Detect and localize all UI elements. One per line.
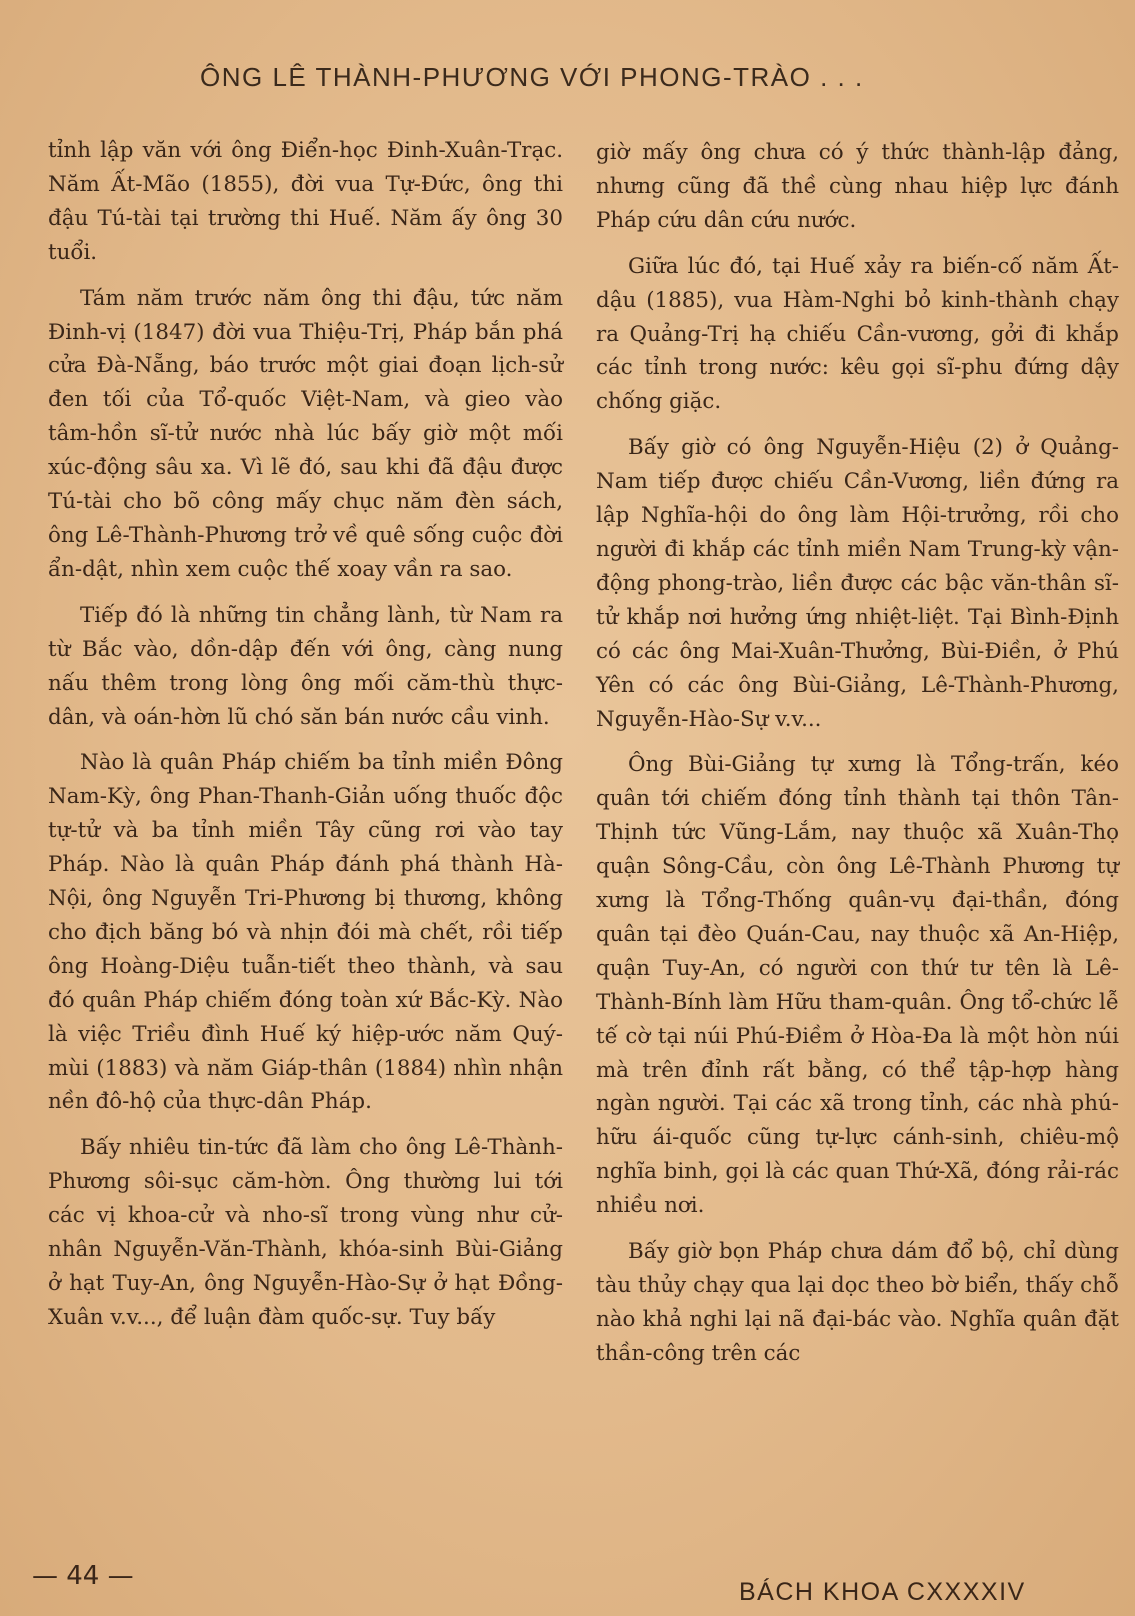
right-column [596, 136, 1119, 1383]
left-column [48, 134, 563, 1347]
paragraph: Ông Bùi-Giảng tự xưng là Tổng-trấn, kéo quân tới chiếm đóng tỉnh thành tại thôn Tân-Thịnh tức Vũng-Lắm, nay thuộc xã Xuân-Thọ quận Sông-Cầu, còn ông Lê-Thành Phương tự xưng là Tổng-Thống quân-vụ đại-thần, đóng quân tại đèo Quán-Cau, nay thuộc xã An-Hiệp, quận Tuy-An, có người con thứ tư tên là Lê-Thành-Bính làm Hữu tham-quân. Ông tổ-chức lễ tế cờ tại núi Phú-Điềm ở Hòa-Đa là một hòn núi mà trên đỉnh rất bằng, có thể tập-hợp hàng ngàn người. Tại các xã trong tỉnh, các nhà phú-hữu ái-quốc cũng tự-lực cánh-sinh, chiêu-mộ nghĩa binh, gọi là các quan Thứ-Xã, đóng rải-rác nhiều nơi. [596, 752, 1119, 1219]
paragraph: giờ mấy ông chưa có ý thức thành-lập đảng, nhưng cũng đã thề cùng nhau hiệp lực đánh Pháp cứu dân cứu nước. [596, 140, 1119, 233]
paragraph: tỉnh lập văn với ông Điển-học Đinh-Xuân-Trạc. Năm Ất-Mão (1855), đời vua Tự-Đức, ông thi đậu Tú-tài tại trường thi Huế. Năm ấy ông 30 tuổi. [48, 138, 563, 265]
paragraph: Giữa lúc đó, tại Huế xảy ra biến-cố năm Ất-dậu (1885), vua Hàm-Nghi bỏ kinh-thành chạy ra Quảng-Trị hạ chiếu Cần-vương, gởi đi khắp các tỉnh trong nước: kêu gọi sĩ-phu đứng dậy chống giặc. [596, 253, 1119, 415]
paragraph: Bấy giờ có ông Nguyễn-Hiệu (2) ở Quảng-Nam tiếp được chiếu Cần-Vương, liền đứng ra lập Nghĩa-hội do ông làm Hội-trưởng, rồi cho người đi khắp các tỉnh miền Nam Trung-kỳ vận-động phong-trào, liền được các bậc văn-thân sĩ-tử khắp nơi hưởng ứng nhiệt-liệt. Tại Bình-Định có các ông Mai-Xuân-Thưởng, Bùi-Điền, ở Phú Yên có các ông Bùi-Giảng, Lê-Thành-Phương, Nguyễn-Hào-Sự v.v... [596, 435, 1119, 732]
paragraph: Bấy nhiêu tin-tức đã làm cho ông Lê-Thành-Phương sôi-sục căm-hờn. Ông thường lui tới các vị khoa-cử và nho-sĩ trong vùng như cử-nhân Nguyễn-Văn-Thành, khóa-sinh Bùi-Giảng ở hạt Tuy-An, ông Nguyễn-Hào-Sự ở hạt Đồng-Xuân v.v..., để luận đàm quốc-sự. Tuy bấy [48, 1135, 563, 1330]
magazine-issue: BÁCH KHOA CXXXXIV [739, 1578, 1026, 1606]
paragraph: Tám năm trước năm ông thi đậu, tức năm Đinh-vị (1847) đời vua Thiệu-Trị, Pháp bắn phá cửa Đà-Nẵng, báo trước một giai đoạn lịch-sử đen tối của Tổ-quốc Việt-Nam, và gieo vào tâm-hồn sĩ-tử nước nhà lúc bấy giờ một mối xúc-động sâu xa. Vì lẽ đó, sau khi đã đậu được Tú-tài cho bõ công mấy chục năm đèn sách, ông Lê-Thành-Phương trở về quê sống cuộc đời ẩn-dật, nhìn xem cuộc thế xoay vần ra sao. [48, 285, 563, 582]
page-number: — 44 — [32, 1561, 134, 1591]
paragraph: Tiếp đó là những tin chẳng lành, từ Nam ra từ Bắc vào, dồn-dập đến với ông, càng nung nấu thêm trong lòng ông mối căm-thù thực-dân, và oán-hờn lũ chó săn bán nước cầu vinh. [48, 602, 563, 730]
running-title: ÔNG LÊ THÀNH-PHƯƠNG VỚI PHONG-TRÀO . . . [200, 62, 864, 92]
paragraph: Bấy giờ bọn Pháp chưa dám đổ bộ, chỉ dùng tàu thủy chạy qua lại dọc theo bờ biển, thấy chỗ nào khả nghi lại nã đại-bác vào. Nghĩa quân đặt thần-công trên các [596, 1239, 1119, 1366]
paragraph: Nào là quân Pháp chiếm ba tỉnh miền Đông Nam-Kỳ, ông Phan-Thanh-Giản uống thuốc độc tự-tử và ba tỉnh miền Tây cũng rơi vào tay Pháp. Nào là quân Pháp đánh phá thành Hà-Nội, ông Nguyễn Tri-Phương bị thương, không cho địch băng bó và nhịn đói mà chết, rồi tiếp ông Hoàng-Diệu tuẫn-tiết theo thành, và sau đó quân Pháp chiếm đóng toàn xứ Bắc-Kỳ. Nào là việc Triều đình Huế ký hiệp-ước năm Quý-mùi (1883) và năm Giáp-thân (1884) nhìn nhận nền đô-hộ của thực-dân Pháp. [48, 750, 563, 1115]
